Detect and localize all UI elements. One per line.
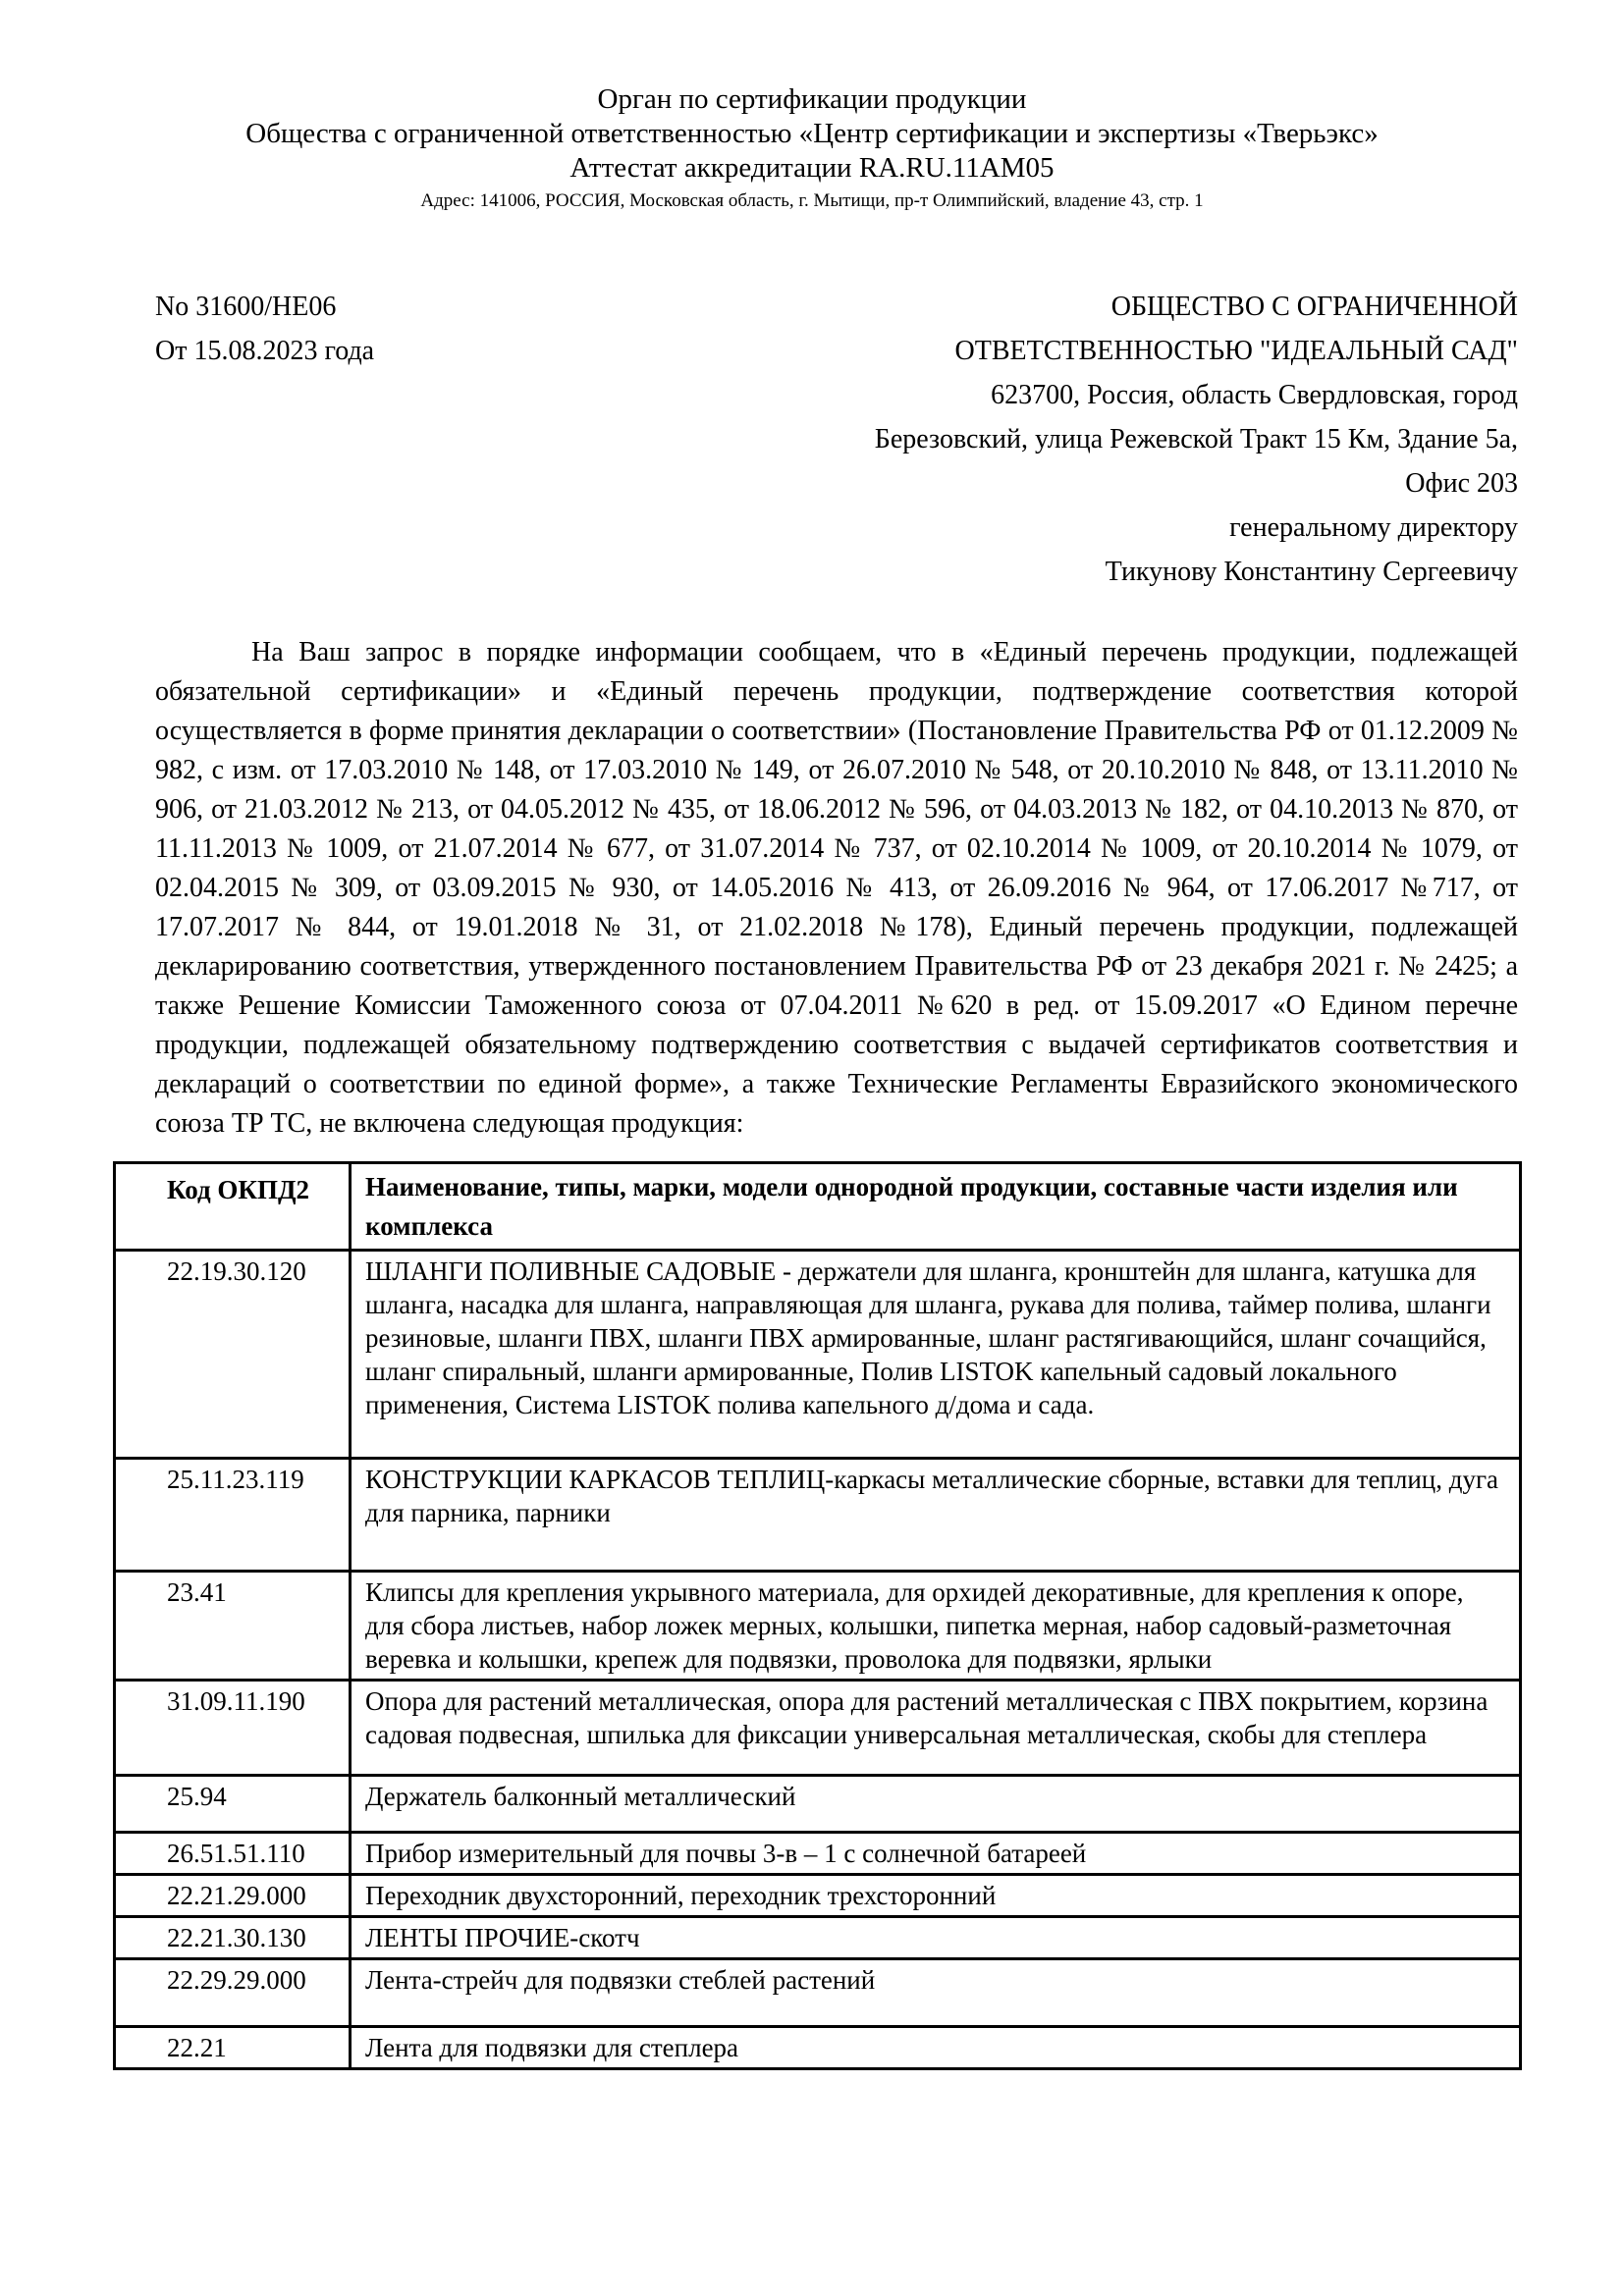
row-name: Держатель балконный металлический <box>351 1776 1521 1833</box>
letterhead-accreditation: Аттестат аккредитации RA.RU.11АМ05 <box>569 152 1055 184</box>
recipient-line: генеральному директору <box>1229 512 1518 543</box>
table-row <box>115 1459 1521 1572</box>
recipient-line: 623700, Россия, область Свердловская, город <box>991 380 1518 410</box>
row-code: 23.41 <box>115 1572 351 1681</box>
reference-number: No 31600/НЕ06 <box>155 292 337 322</box>
recipient-line: Офис 203 <box>1405 468 1518 499</box>
table-row <box>115 1776 1521 1833</box>
recipient-line: Тикунову Константину Сергеевичу <box>1105 557 1518 587</box>
body-paragraph: На Ваш запрос в порядке информации сообщаем, что в «Единый перечень продукции, подлежащей обязательной сертификации» и «Единый перечень продукции, подтверждение соответствия которой осуществляется в форме принятия декларации о соответствии» (Постановление Правительства РФ от 01.12.2009 № 982, с изм. от 17.03.2010 № 148, от 17.03.2010 № 149, от 26.07.2010 № 548, от 20.10.2010 № 848, от 13.11.2010 № 906, от 21.03.2012 № 213, от 04.05.2012 № 435, от 18.06.2012 № 596, от 04.03.2013 № 182, от 04.10.2013 № 870, от 11.11.2013 № 1009, от 21.07.2014 № 677, от 31.07.2014 № 737, от 02.10.2014 № 1009, от 20.10.2014 № 1079, от 02.04.2015 № 309, от 03.09.2015 № 930, от 14.05.2016 № 413, от 26.09.2016 № 964, от 17.06.2017 №717, от 17.07.2017 № 844, от 19.01.2018 № 31, от 21.02.2018 №178), Единый перечень продукции, подлежащей декларированию соответствия, утвержденного постановлением Правительства РФ от 23 декабря 2021 г. № 2425; а также Решение Комиссии Таможенного союза от 07.04.2011 №620 в ред. от 15.09.2017 «О Едином перечне продукции, подлежащей обязательному подтверждению соответствия с выдачей сертификатов соответствия и деклараций о соответствии по единой форме», а также Технические Регламенты Евразийского экономического союза ТР ТС, не включена следующая продукция: <box>155 637 1518 1139</box>
row-name: Опора для растений металлическая, опора для растений металлическая с ПВХ покрытием, корзина садовая подвесная, шпилька для фиксации универсальная металлическая, скобы для степлера <box>351 1681 1521 1776</box>
letterhead <box>0 0 1624 214</box>
row-name: Клипсы для крепления укрывного материала, для орхидей декоративные, для крепления к опоре, для сбора листьев, набор ложек мерных, колышки, пипетка мерная, набор садовый-разметочная веревка и колышки, крепеж для подвязки, проволока для подвязки, ярлыки <box>351 1572 1521 1681</box>
recipient-line: ОТВЕТСТВЕННОСТЬЮ "ИДЕАЛЬНЫЙ САД" <box>954 336 1518 366</box>
letterhead-address: Адрес: 141006, РОССИЯ, Московская область, г. Мытищи, пр-т Олимпийский, владение 43, стр. 1 <box>420 190 1204 211</box>
row-code: 22.29.29.000 <box>115 1959 351 2027</box>
row-code: 26.51.51.110 <box>115 1833 351 1875</box>
row-code: 31.09.11.190 <box>115 1681 351 1776</box>
row-name: Лента-стрейч для подвязки стеблей растений <box>351 1959 1521 2027</box>
row-code: 22.21 <box>115 2027 351 2069</box>
row-code: 22.21.29.000 <box>115 1875 351 1917</box>
reference-block <box>155 285 374 373</box>
row-code: 25.11.23.119 <box>115 1459 351 1572</box>
row-code: 22.21.30.130 <box>115 1917 351 1959</box>
table-row <box>115 1875 1521 1917</box>
row-name: Лента для подвязки для степлера <box>351 2027 1521 2069</box>
row-code: 22.19.30.120 <box>115 1251 351 1459</box>
row-name: ЛЕНТЫ ПРОЧИЕ-скотч <box>351 1917 1521 1959</box>
row-name: КОНСТРУКЦИИ КАРКАСОВ ТЕПЛИЦ-каркасы металлические сборные, вставки для теплиц, дуга для парника, парники <box>351 1459 1521 1572</box>
row-name: ШЛАНГИ ПОЛИВНЫЕ САДОВЫЕ - держатели для шланга, кронштейн для шланга, катушка для шланга, насадка для шланга, направляющая для шланга, рукава для полива, таймер полива, шланги резиновые, шланги ПВХ, шланги ПВХ армированные, шланг растягивающийся, шланг сочащийся, шланг спиральный, шланги армированные, Полив LISTOK капельный садовый локального применения, Система LISTOK полива капельного д/дома и сада. <box>351 1251 1521 1459</box>
recipient-line: ОБЩЕСТВО С ОГРАНИЧЕННОЙ <box>1110 292 1518 322</box>
reference-recipient-row <box>155 285 1518 594</box>
letterhead-org-line2: Общества с ограниченной ответственностью «Центр сертификации и экспертизы «Тверьэкс» <box>245 118 1379 149</box>
letterhead-org-line1: Орган по сертификации продукции <box>597 83 1027 115</box>
table-row <box>115 1251 1521 1459</box>
row-name: Прибор измерительный для почвы 3-в – 1 с солнечной батареей <box>351 1833 1521 1875</box>
products-table <box>113 1161 1522 2070</box>
table-header-name: Наименование, типы, марки, модели однородной продукции, составные части изделия или комплекса <box>351 1163 1521 1251</box>
recipient-line: Березовский, улица Режевской Тракт 15 Км, Здание 5а, <box>874 424 1518 454</box>
table-header-row <box>115 1163 1521 1251</box>
table-row <box>115 1917 1521 1959</box>
recipient-block <box>875 285 1518 594</box>
row-name: Переходник двухсторонний, переходник трехсторонний <box>351 1875 1521 1917</box>
row-code: 25.94 <box>115 1776 351 1833</box>
table-row <box>115 1681 1521 1776</box>
table-row <box>115 1959 1521 2027</box>
table-row <box>115 1572 1521 1681</box>
table-row <box>115 2027 1521 2069</box>
table-header-code: Код ОКПД2 <box>115 1163 351 1251</box>
table-row <box>115 1833 1521 1875</box>
reference-date: От 15.08.2023 года <box>155 336 375 366</box>
